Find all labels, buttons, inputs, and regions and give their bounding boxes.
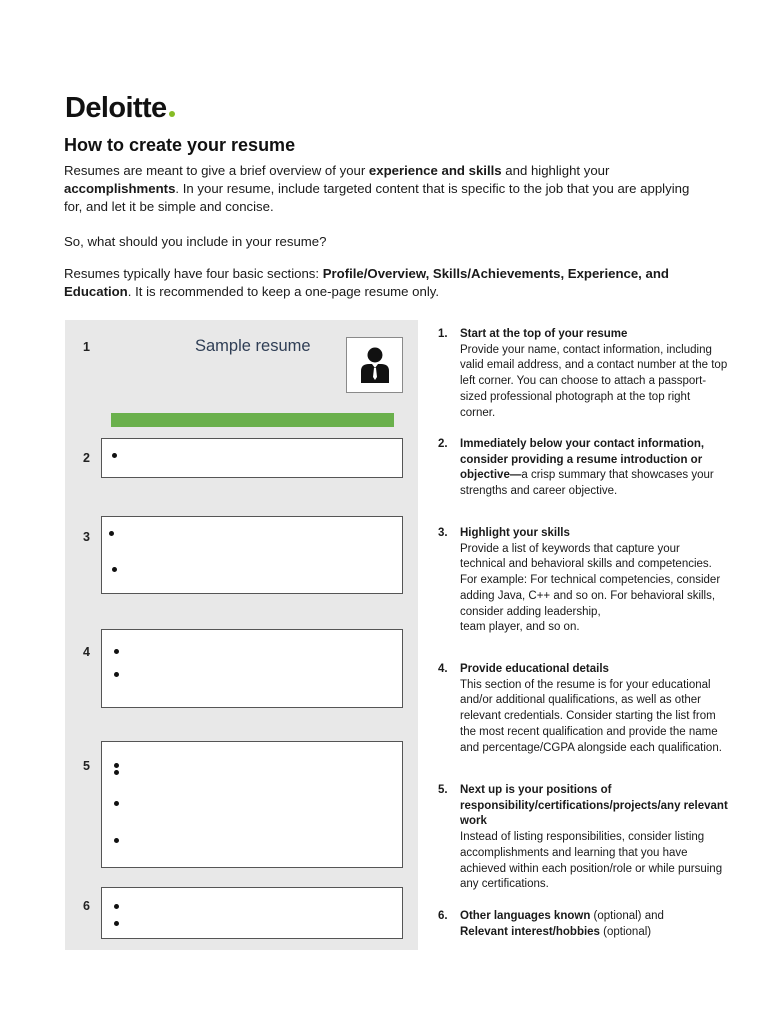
- section-number: 4: [83, 645, 90, 659]
- tip-title: Provide educational details: [460, 663, 609, 675]
- intro-text: . It is recommended to keep a one-page resume only.: [127, 284, 440, 299]
- resume-section-box: [101, 629, 403, 708]
- bullet-point: [114, 770, 119, 775]
- tip-title: Highlight your skills: [460, 527, 570, 539]
- tip-body: a crisp summary that showcases your strengths and career objective.: [460, 469, 714, 498]
- intro-bold-text: experience and skills: [368, 163, 502, 178]
- tip-number: 1.: [438, 328, 448, 340]
- tip-title: Other languages known: [460, 910, 591, 922]
- tip-item: [438, 662, 728, 756]
- tip-number: 5.: [438, 784, 448, 796]
- tip-item: [438, 526, 728, 636]
- bullet-point: [112, 567, 117, 572]
- intro-paragraph-2: So, what should you include in your resume?: [64, 234, 327, 249]
- sample-resume-mockup: [65, 320, 418, 950]
- intro-bold-text: Profile/Overview, Skills/Achievements, Experience, and Education: [64, 266, 669, 299]
- tip-item: [438, 909, 728, 940]
- tip-body: (optional) and: [590, 910, 664, 922]
- resume-section-box: [101, 516, 403, 594]
- intro-paragraph-3: [64, 265, 704, 301]
- bullet-point: [114, 763, 119, 768]
- tip-body: (optional): [599, 925, 652, 938]
- tip-title: Relevant interest/hobbies: [460, 925, 600, 938]
- bullet-point: [114, 801, 119, 806]
- photo-frame: [346, 337, 403, 393]
- tip-body: Provide your name, contact information, including valid email address, and a contact number at the top left corner. You can choose to attach a passport-sized professional photograph at the top right corner.: [460, 343, 728, 419]
- bullet-point: [112, 453, 117, 458]
- bullet-point: [114, 672, 119, 677]
- intro-text: Resumes are meant to give a brief overview of your: [64, 163, 369, 178]
- tip-body-continued: team player, and so on.: [460, 621, 580, 634]
- tip-body: Instead of listing responsibilities, consider listing accomplishments and learning that you have achieved within each position/role or while pursuing any certifications.: [460, 831, 723, 891]
- section-number: 2: [83, 451, 90, 465]
- bullet-point: [114, 904, 119, 909]
- section-number: 1: [83, 340, 90, 354]
- logo-green-dot: [169, 111, 175, 117]
- tip-number: 4.: [438, 663, 448, 675]
- tip-body: Provide a list of keywords that capture your technical and behavioral skills and competencies. For example: For technical competencies, consider adding Java, C++ and so on. For behavioral skills, consider adding leadership,: [460, 542, 721, 618]
- intro-paragraph-1: [64, 162, 704, 216]
- tip-title: Immediately below your contact information, consider providing a resume introduction or objective—: [460, 438, 705, 482]
- intro-text: Resumes typically have four basic sections:: [64, 266, 323, 281]
- section-number: 5: [83, 759, 90, 773]
- resume-section-box: [101, 741, 403, 868]
- section-number: 3: [83, 530, 90, 544]
- section-number: 6: [83, 899, 90, 913]
- tip-number: 2.: [438, 438, 448, 450]
- green-divider-bar: [111, 413, 394, 427]
- bullet-point: [114, 649, 119, 654]
- tip-item: [438, 437, 728, 500]
- tip-title: Next up is your positions of responsibility/certifications/projects/any relevant work: [460, 784, 728, 828]
- resume-section-box: [101, 438, 403, 478]
- intro-text: . In your resume, include targeted content that is specific to the job that you are applying for, and let it be simple and concise.: [64, 181, 690, 214]
- bullet-point: [114, 921, 119, 926]
- tip-item: [438, 327, 728, 421]
- sample-resume-title: Sample resume: [195, 337, 311, 355]
- person-with-tie-icon: [359, 347, 391, 384]
- tip-number: 6.: [438, 910, 448, 922]
- bullet-point: [114, 838, 119, 843]
- tip-item: [438, 783, 728, 893]
- page-title: How to create your resume: [64, 135, 296, 155]
- intro-bold-text: accomplishments: [64, 181, 176, 196]
- bullet-point: [109, 531, 114, 536]
- resume-section-box: [101, 887, 403, 939]
- deloitte-logo: [65, 92, 175, 125]
- tip-number: 3.: [438, 527, 448, 539]
- tip-body: This section of the resume is for your educational and/or additional qualifications, as well as other relevant credentials. Consider starting the list from the most recent qualification and provide the name and percentage/CGPA alongside each qualification.: [460, 678, 722, 754]
- tip-title: Start at the top of your resume: [460, 328, 628, 340]
- intro-text: and highlight your: [501, 163, 610, 178]
- logo-text: Deloitte: [65, 92, 167, 124]
